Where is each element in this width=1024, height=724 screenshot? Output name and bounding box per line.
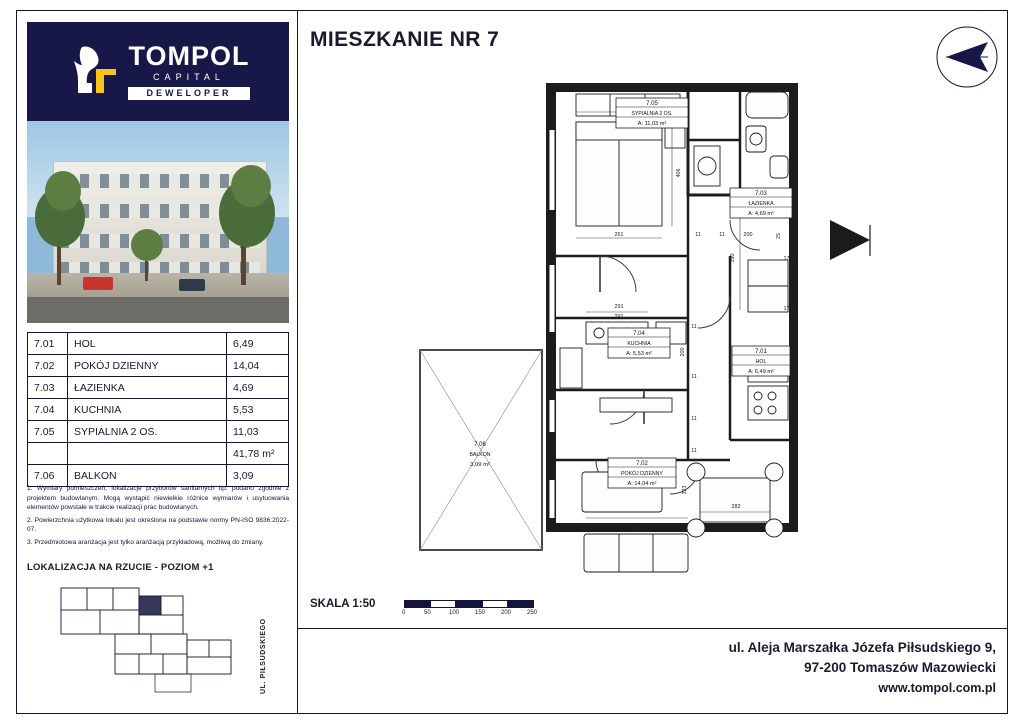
table-row <box>28 399 289 421</box>
room-area: 3,09 <box>227 465 289 487</box>
room-name: KUCHNIA <box>68 399 227 421</box>
brand-developer: DEWELOPER <box>128 87 249 100</box>
svg-text:11: 11 <box>695 232 701 238</box>
svg-text:7.06: 7.06 <box>474 442 486 448</box>
svg-text:A: 5,53 m²: A: 5,53 m² <box>626 351 652 357</box>
svg-text:11: 11 <box>691 374 697 380</box>
scale-tick: 100 <box>449 610 460 616</box>
room-no: 7.06 <box>28 465 68 487</box>
horse-logo-icon <box>66 41 122 103</box>
table-row <box>28 377 289 399</box>
svg-text:11: 11 <box>719 232 725 238</box>
svg-text:282: 282 <box>731 504 741 510</box>
svg-text:323: 323 <box>682 485 688 495</box>
table-row <box>28 355 289 377</box>
table-row <box>28 333 289 355</box>
room-no: 7.01 <box>28 333 68 355</box>
room-name: HOL <box>68 333 227 355</box>
svg-text:ŁAZIENKA: ŁAZIENKA <box>748 201 774 207</box>
svg-text:170: 170 <box>783 256 793 262</box>
street-name: UL. PIŁSUDSKIEGO <box>260 618 267 694</box>
total-area: 41,78 m² <box>227 443 289 465</box>
svg-text:KUCHNIA: KUCHNIA <box>627 341 651 347</box>
svg-text:11: 11 <box>691 324 697 330</box>
svg-text:7.04: 7.04 <box>633 331 645 337</box>
svg-text:HOL: HOL <box>755 359 767 365</box>
svg-text:11: 11 <box>691 416 697 422</box>
rooms-table <box>27 332 289 487</box>
svg-text:A: 11,03 m²: A: 11,03 m² <box>637 121 667 127</box>
table-row <box>28 421 289 443</box>
room-name: BALKON <box>68 465 227 487</box>
note-1: 1. Wymiary pomieszczeń, lokalizacje przyborów sanitarnych itp. podano zgodnie z projektem budowlanym. Mogą wystąpić niewielkie różnice wymiarów i usytuowania elementów powstałe w trakcie realizacji prac budowlanych. <box>27 485 289 512</box>
svg-text:170: 170 <box>783 306 793 312</box>
room-area: 11,03 <box>227 421 289 443</box>
scale-tick: 250 <box>527 610 538 616</box>
room-area: 5,53 <box>227 399 289 421</box>
left-info-panel <box>27 22 289 694</box>
svg-text:7.01: 7.01 <box>755 349 767 355</box>
svg-text:25: 25 <box>776 233 782 239</box>
company-website[interactable]: www.tompol.com.pl <box>878 680 996 695</box>
page-title: MIESZKANIE NR 7 <box>310 28 500 51</box>
svg-text:200: 200 <box>680 347 686 357</box>
room-name: POKÓJ DZIENNY <box>68 355 227 377</box>
svg-text:291: 291 <box>614 314 624 320</box>
room-no: 7.03 <box>28 377 68 399</box>
svg-text:472: 472 <box>633 526 643 532</box>
scale-tick: 150 <box>475 610 486 616</box>
building-photo <box>27 121 289 323</box>
total-name <box>68 443 227 465</box>
floor-plan-drawing <box>400 60 960 580</box>
note-3: 3. Przedmiotowa aranżacja jest tylko aranżacją przykładową, możliwą do zmiany. <box>27 538 264 546</box>
room-area: 4,69 <box>227 377 289 399</box>
room-area: 6,49 <box>227 333 289 355</box>
room-name: ŁAZIENKA <box>68 377 227 399</box>
svg-text:7.03: 7.03 <box>755 191 767 197</box>
scale-tick: 200 <box>501 610 512 616</box>
svg-text:390: 390 <box>730 253 736 263</box>
address-line-2: 97-200 Tomaszów Mazowiecki <box>804 660 996 676</box>
scale-tick: 0 <box>402 610 406 616</box>
svg-text:406: 406 <box>676 168 682 178</box>
room-name: SYPIALNIA 2 OS. <box>68 421 227 443</box>
brand-name: TOMPOL <box>128 41 250 71</box>
svg-text:291: 291 <box>614 304 624 310</box>
svg-text:A: 14,04 m²: A: 14,04 m² <box>627 481 657 487</box>
svg-text:261: 261 <box>614 232 624 238</box>
svg-text:3,09 m²: 3,09 m² <box>470 462 490 468</box>
svg-text:BALKON: BALKON <box>469 452 491 458</box>
location-street-label <box>249 578 265 698</box>
brand-sub: CAPITAL <box>153 72 225 82</box>
brand-logo <box>27 22 289 121</box>
room-area: 14,04 <box>227 355 289 377</box>
svg-text:7.05: 7.05 <box>646 101 658 107</box>
note-2: 2. Powierzchnia użytkowa lokalu jest określona na podstawie normy PN-ISO 9836:2022-07. <box>27 516 289 534</box>
svg-text:POKÓJ DZIENNY: POKÓJ DZIENNY <box>621 471 663 477</box>
address-line-1: ul. Aleja Marszałka Józefa Piłsudskiego 9, <box>728 640 996 655</box>
svg-text:7.02: 7.02 <box>636 461 648 467</box>
svg-text:A: 6,49 m²: A: 6,49 m² <box>748 369 774 375</box>
svg-text:200: 200 <box>743 232 753 238</box>
location-key-plan <box>55 578 251 698</box>
room-no: 7.04 <box>28 399 68 421</box>
room-no: 7.05 <box>28 421 68 443</box>
location-title: LOKALIZACJA NA RZUCIE - POZIOM +1 <box>27 562 214 573</box>
svg-text:SYPIALNIA 2 OS.: SYPIALNIA 2 OS. <box>631 111 673 117</box>
scale-label: SKALA 1:50 <box>310 598 376 610</box>
company-address <box>729 638 996 697</box>
svg-text:A: 4,69 m²: A: 4,69 m² <box>748 211 774 217</box>
table-row-total <box>28 443 289 465</box>
scale-tick: 50 <box>424 610 431 616</box>
total-no <box>28 443 68 465</box>
scale-bar <box>404 600 542 622</box>
legal-notes <box>27 484 289 550</box>
footer-divider <box>297 628 1008 629</box>
svg-text:11: 11 <box>691 448 697 454</box>
panel-divider <box>297 11 298 713</box>
room-no: 7.02 <box>28 355 68 377</box>
